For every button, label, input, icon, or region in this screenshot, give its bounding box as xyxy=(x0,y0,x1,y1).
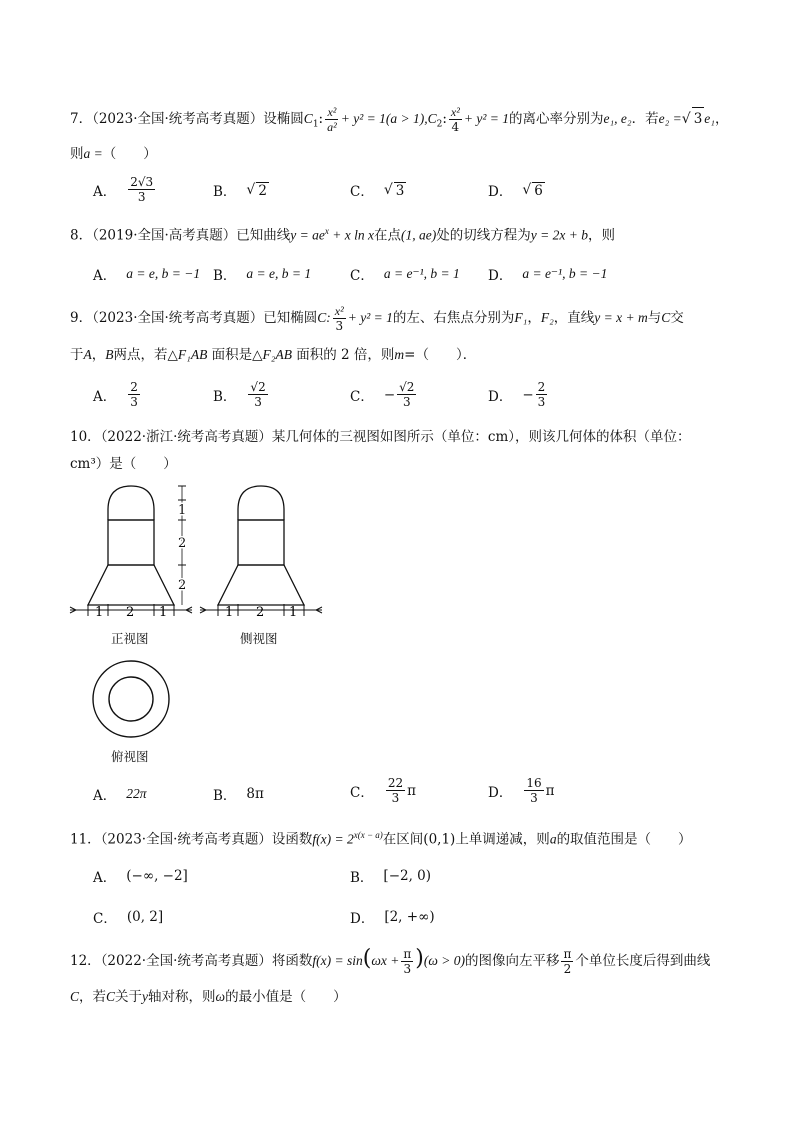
numerator: 2√3 xyxy=(130,175,154,189)
numerator: √2 xyxy=(250,380,266,394)
math-expression: e₁, e₂ xyxy=(603,111,632,126)
question-source: （2023·全国·统考高考真题） xyxy=(100,831,272,848)
option-label: C． xyxy=(350,184,374,200)
numerator: 22 xyxy=(387,776,404,790)
option-10c[interactable] xyxy=(350,776,416,805)
math-expression: ωx + xyxy=(371,953,400,968)
fraction xyxy=(325,105,339,134)
question-text: 某几何体的三视图如图所示（单位： xyxy=(271,429,488,445)
option-text: a = e⁻¹, b = 1 xyxy=(383,266,460,281)
option-label: D． xyxy=(350,911,375,927)
question-number: 8． xyxy=(70,227,93,244)
math-symbol: e₁ xyxy=(704,111,715,126)
math-expression: + y² = 1 xyxy=(347,310,393,325)
math-expression: e₂ = xyxy=(658,111,682,126)
dim-bottom-3: 1 xyxy=(159,605,168,620)
option-text: a = e, b = 1 xyxy=(246,266,312,281)
option-label: B． xyxy=(350,870,374,886)
math-symbol: C xyxy=(427,111,437,126)
question-text: ，若 xyxy=(79,989,107,1005)
numerator: x² xyxy=(450,105,460,119)
question-text: 两点，若 xyxy=(113,347,168,363)
question-text: ， xyxy=(714,111,729,127)
radicand: 6 xyxy=(534,182,543,199)
dim-vertical-3: 2 xyxy=(178,578,187,593)
question-12: 12．（2022·全国·统考高考真题）将函数f(x) = sin(ωx + $\frac{\pi}{3}$ )(ω > 0)的图像向左平移 $\frac{\pi}{2}$ 个单位长度后得到曲线 xyxy=(70,946,711,976)
side-view-diagram xyxy=(196,480,326,620)
math-symbol: m xyxy=(394,347,405,362)
question-7: 7．（2023·全国·统考高考真题）设椭圆$C_1$: $\frac{\text{x²}}{\text{a²}}$ + $y^2 = 1(a > 1),C_2$: $\frac{\text{x²}}{4}$ + y² = 1的离心率分别为e₁, e₂．若e₂ =√ 3 e₁， xyxy=(70,105,729,134)
question-text: 则 xyxy=(70,146,84,162)
front-view-cap xyxy=(108,486,154,520)
question-text: 面积的 2 倍，则 xyxy=(296,347,395,363)
numerator: π xyxy=(403,947,412,961)
numerator: x² xyxy=(327,105,337,119)
question-text: 设椭圆 xyxy=(263,111,304,127)
math-symbol: 1 xyxy=(312,119,319,130)
side-view-frustum xyxy=(218,565,304,605)
question-text: cm³）是（ ） xyxy=(70,456,177,472)
math-expression: y = 2x + b xyxy=(530,227,588,243)
question-text: 轴对称，则 xyxy=(148,989,216,1005)
option-sign: − xyxy=(383,386,396,403)
option-sign: − xyxy=(522,386,534,403)
numerator: 16 xyxy=(526,776,542,790)
question-11 xyxy=(70,824,692,851)
math-expression: △F₂AB xyxy=(252,347,292,362)
option-label: C． xyxy=(350,784,374,801)
denominator: 3 xyxy=(254,395,262,409)
question-text: 关于 xyxy=(115,989,143,1005)
option-text: [−2, 0) xyxy=(383,868,432,884)
math-symbol: C xyxy=(661,310,671,325)
option-text: (−∞, −2] xyxy=(126,868,188,884)
math-expression: y = x + m xyxy=(594,310,648,325)
option-7d[interactable]: D． √ 6 xyxy=(488,182,543,200)
question-number: 12． xyxy=(70,953,101,969)
question-number: 10． xyxy=(70,429,101,445)
front-view-caption: 正视图 xyxy=(111,631,149,646)
question-text: ．若 xyxy=(631,111,659,127)
option-7b[interactable]: B． √ 2 xyxy=(213,182,267,200)
question-number: 9． xyxy=(70,310,93,326)
dim-bottom-2: 2 xyxy=(256,605,265,620)
question-text: 交 xyxy=(670,310,684,326)
option-10d[interactable] xyxy=(488,776,554,805)
option-9c[interactable] xyxy=(350,380,418,409)
dim-bottom-1: 1 xyxy=(95,605,104,620)
math-expression: △F₁AB xyxy=(167,347,208,362)
question-text: ， xyxy=(527,310,541,326)
front-view-cylinder xyxy=(108,520,154,565)
math-symbol: x xyxy=(324,226,329,236)
option-7a[interactable] xyxy=(93,175,157,204)
dim-vertical-1: 1 xyxy=(178,503,187,518)
option-9a[interactable] xyxy=(93,380,142,409)
question-text: 已知曲线 xyxy=(236,227,291,244)
question-text: 已知椭圆 xyxy=(263,310,318,326)
option-label: A． xyxy=(93,388,117,405)
question-text: 设函数 xyxy=(271,831,313,848)
top-view-outer-circle xyxy=(93,661,169,737)
option-10b[interactable] xyxy=(213,784,264,804)
option-label: A． xyxy=(93,870,117,886)
answer-blank: （ ） xyxy=(102,146,157,162)
denominator: a² xyxy=(327,120,337,134)
question-text: =（ ）． xyxy=(404,347,477,363)
option-8c[interactable] xyxy=(350,264,460,284)
option-text: 8π xyxy=(246,786,264,802)
question-12-line2 xyxy=(70,986,347,1008)
numerator: x² xyxy=(334,304,344,318)
option-label: B． xyxy=(213,268,237,284)
question-text: 上单调递减，则 xyxy=(455,831,550,848)
math-expression: (ω > 0) xyxy=(423,953,465,968)
denominator: 3 xyxy=(391,791,400,805)
question-number: 11． xyxy=(70,831,101,848)
denominator: 3 xyxy=(402,395,411,409)
option-7c[interactable]: C． √ 3 xyxy=(350,182,405,200)
option-suffix: π xyxy=(545,782,555,799)
question-text: ，则 xyxy=(587,227,615,244)
question-text: 个单位长度后得到曲线 xyxy=(575,953,711,969)
option-9d[interactable] xyxy=(488,380,549,409)
option-label: A． xyxy=(93,788,117,804)
numerator: π xyxy=(563,947,572,961)
side-view-cap xyxy=(238,486,284,520)
question-9-line2 xyxy=(70,344,476,366)
math-expression: f(x) = 2 xyxy=(312,831,354,847)
dim-bottom-1: 1 xyxy=(225,605,234,620)
math-symbol: y xyxy=(142,989,149,1004)
top-view-caption: 俯视图 xyxy=(111,749,149,764)
math-expression: x(x − a) xyxy=(353,830,383,840)
math-symbol: F₁ xyxy=(514,310,528,325)
option-label: B． xyxy=(213,788,237,804)
option-11a[interactable] xyxy=(93,866,188,886)
math-symbol: A xyxy=(83,347,92,362)
option-8b[interactable] xyxy=(213,264,311,284)
option-label: D． xyxy=(488,184,513,200)
math-symbol: B xyxy=(105,347,114,362)
option-label: C． xyxy=(350,268,374,284)
option-11c[interactable] xyxy=(93,907,163,927)
math-expression: + y² = 1 xyxy=(463,111,509,126)
math-expression: + y² = 1(a > 1), xyxy=(340,111,428,126)
numerator: 2 xyxy=(130,380,138,394)
option-label: A． xyxy=(93,268,117,284)
math-symbol: C xyxy=(106,989,116,1004)
dim-vertical-2: 2 xyxy=(178,536,187,551)
question-text: 的离心率分别为 xyxy=(508,111,604,127)
option-text: a = e, b = −1 xyxy=(126,266,201,281)
math-symbol: C: xyxy=(317,310,331,325)
question-text: 面积是 xyxy=(211,347,253,363)
denominator: 2 xyxy=(563,962,572,976)
denominator: 3 xyxy=(137,190,146,204)
question-text: 的图像向左平移 xyxy=(464,953,560,969)
denominator: 3 xyxy=(130,395,138,409)
top-view-inner-circle xyxy=(109,677,153,721)
option-11d[interactable] xyxy=(350,907,435,927)
dim-bottom-2: 2 xyxy=(126,605,135,620)
denominator: 3 xyxy=(537,395,546,409)
denominator: 3 xyxy=(403,962,412,976)
option-label: D． xyxy=(488,784,513,801)
option-10a[interactable] xyxy=(93,784,147,804)
math-symbol: C xyxy=(303,111,313,126)
front-view-frustum xyxy=(88,565,174,605)
front-view-diagram xyxy=(66,480,196,620)
math-symbol: ω xyxy=(215,989,226,1004)
radicand: 3 xyxy=(395,182,405,199)
math-expression: + x ln x xyxy=(328,227,374,243)
side-view-cylinder xyxy=(238,520,284,565)
option-text: (0, 2] xyxy=(126,909,164,925)
numerator: 2 xyxy=(537,380,546,394)
question-8 xyxy=(70,220,615,247)
option-text: a = e⁻¹, b = −1 xyxy=(522,266,608,281)
option-label: C． xyxy=(350,388,374,405)
question-text: 在区间 xyxy=(382,831,424,848)
fraction xyxy=(449,105,462,134)
question-source: （2022·浙江·统考高考真题） xyxy=(100,429,272,445)
question-number: 7． xyxy=(70,111,93,127)
question-text: 的左、右焦点分别为 xyxy=(392,310,515,326)
math-expression: (1, ae) xyxy=(401,227,437,243)
question-text: ，直线 xyxy=(553,310,595,326)
question-text: ， xyxy=(91,347,106,363)
question-text: ），则该几何体的体积（单位： xyxy=(508,429,691,445)
question-source: （2023·全国·统考高考真题） xyxy=(92,111,264,127)
question-text: 处的切线方程为 xyxy=(436,227,531,244)
option-label: B． xyxy=(213,388,237,405)
question-text: 的取值范围是（ ） xyxy=(556,831,692,848)
question-10 xyxy=(70,426,691,448)
radicand: 2 xyxy=(258,182,267,199)
math-symbol: 2 xyxy=(436,119,443,130)
option-8a[interactable] xyxy=(93,264,200,284)
denominator: 3 xyxy=(335,319,344,333)
denominator: 3 xyxy=(530,791,538,805)
numerator: √2 xyxy=(399,380,415,394)
unit: cm xyxy=(487,429,509,445)
denominator: 4 xyxy=(451,120,460,134)
question-text: 于 xyxy=(70,347,84,363)
top-view-diagram xyxy=(86,658,178,740)
dim-bottom-3: 1 xyxy=(289,605,298,620)
math-expression: f(x) = sin xyxy=(312,953,363,968)
option-suffix: π xyxy=(407,782,416,799)
option-8d[interactable] xyxy=(488,264,607,284)
question-text: 在点 xyxy=(374,227,401,244)
question-10-line2 xyxy=(70,453,177,475)
math-symbol: C xyxy=(70,989,80,1004)
option-label: B． xyxy=(213,184,237,200)
option-text: 22π xyxy=(126,786,147,801)
question-source: （2019·全国·高考真题） xyxy=(92,227,237,244)
side-view-caption: 侧视图 xyxy=(240,631,278,646)
math-expression: y = ae xyxy=(290,227,325,243)
math-symbol: F₂ xyxy=(540,310,554,325)
math-expression: a = xyxy=(83,146,103,161)
question-text: 将函数 xyxy=(271,953,313,969)
question-7-line2 xyxy=(70,143,157,165)
question-source: （2022·全国·统考高考真题） xyxy=(100,953,272,969)
math-expression: (0,1) xyxy=(423,831,456,848)
radicand: 3 xyxy=(692,107,705,130)
math-symbol: a xyxy=(549,831,557,847)
option-label: D． xyxy=(488,268,513,284)
option-label: C． xyxy=(93,911,117,927)
question-source: （2023·全国·统考高考真题） xyxy=(92,310,264,326)
option-11b[interactable] xyxy=(350,866,431,886)
question-text: 与 xyxy=(647,310,662,326)
option-label: A． xyxy=(93,183,117,200)
option-label: D． xyxy=(488,388,513,405)
option-9b[interactable] xyxy=(213,380,270,409)
question-text: 的最小值是（ ） xyxy=(225,989,347,1005)
option-text: [2, +∞) xyxy=(384,909,435,925)
question-9 xyxy=(70,304,684,333)
